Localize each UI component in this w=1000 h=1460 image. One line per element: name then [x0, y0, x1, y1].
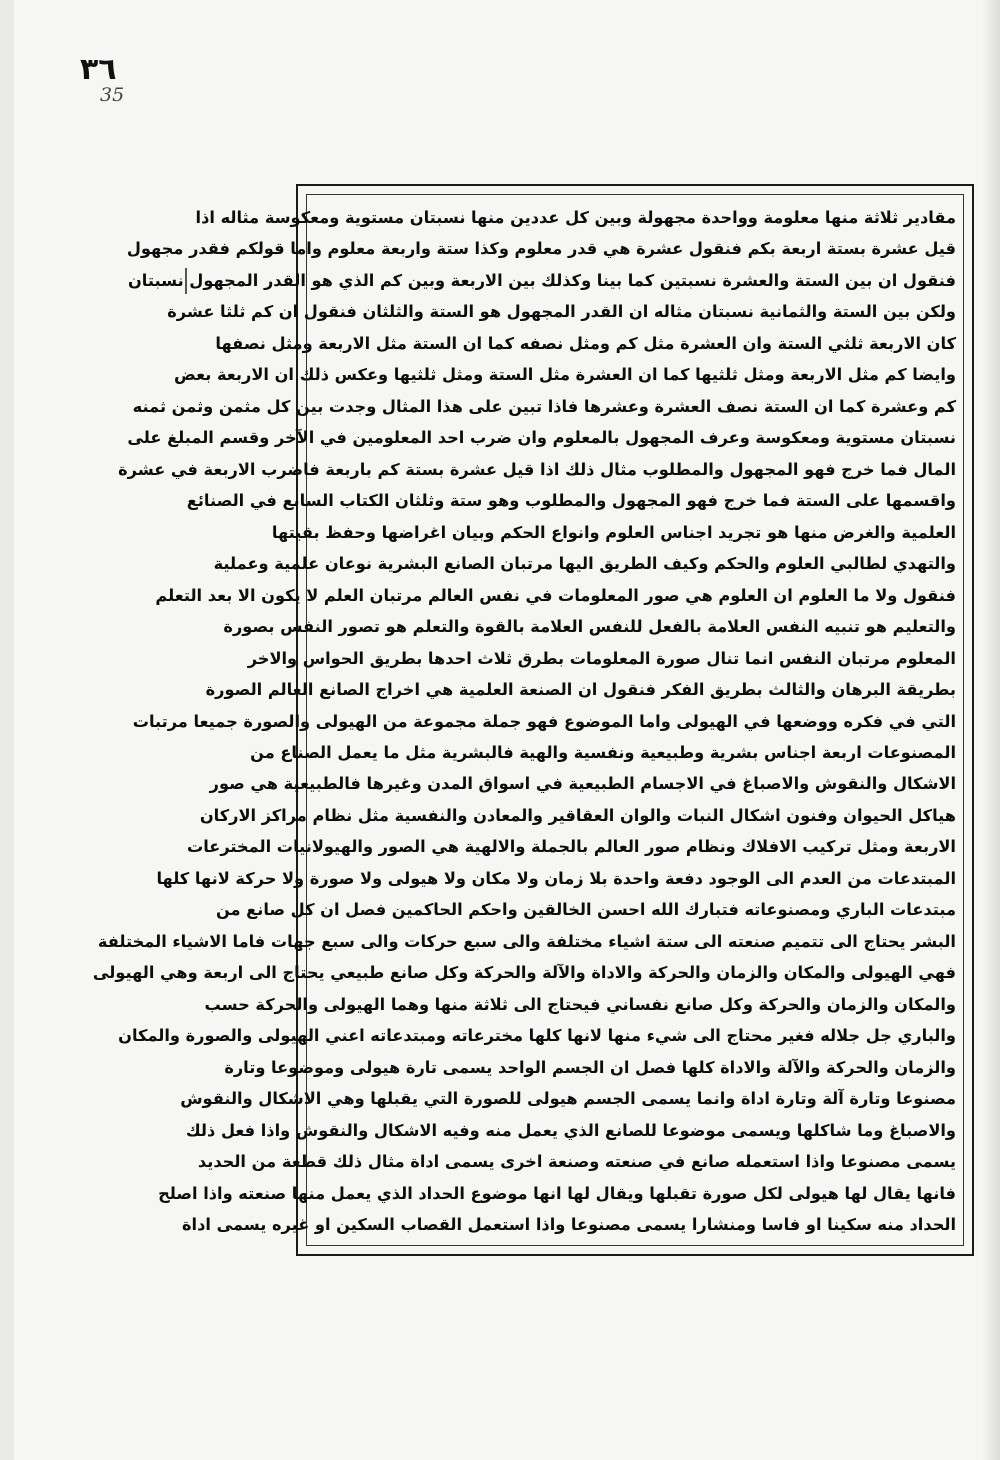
text-line: مصنوعا وتارة آلة وتارة اداة وانما يسمى الجسم هيولى للصورة التي يقبلها وهي الاشكال والنقوش: [180, 1089, 956, 1109]
text-line: نسبتان مستوية ومعكوسة وعرف المجهول بالمعلوم وان ضرب احد المعلومين في الآخر وقسم المبلغ على: [127, 428, 956, 448]
text-line: هياكل الحيوان وفنون اشكال النبات والوان العقاقير والمعادن والنفسية مثل نظام مراكز الاركان: [199, 805, 956, 825]
text-line: والمكان والزمان والحركة وكل صانع نفساني فيحتاج الى ثلاثة منها وهما الهيولى والحركة حسب: [204, 994, 956, 1014]
text-line: الاربعة ومثل تركيب الافلاك ونظام صور العالم بالجملة والالهية هي الصور والهيولانيات المخترعات: [186, 837, 956, 857]
text-line: التي في فكره ووضعها في الهيولى واما الموضوع فهو جملة مجموعة من الهيولى والصورة جميعا مرتبات: [132, 711, 956, 731]
text-line: الاشكال والنقوش والاصباغ في الاجسام الطبيعية في اسواق المدن وغيرها فالطبيعية هي صور: [209, 774, 956, 794]
text-line: كان الاربعة ثلثي الستة وان العشرة مثل كم ومثل نصفه كما ان الستة مثل الاربعة ومثل نصفها: [215, 333, 956, 353]
text-line: العلمية والغرض منها هو تجريد اجناس العلوم وانواع الحكم وبيان اغراضها وحفظ بقيتها: [271, 522, 956, 542]
text-line: والتعليم هو تنبيه النفس العلامة بالفعل للنفس العلامة بالقوة والتعلم هو تصور النفس بصورة: [223, 617, 956, 637]
text-line: مبتدعات الباري ومصنوعاته فتبارك الله احسن الخالقين واحكم الحاكمين فصل ان كل صانع من: [215, 900, 956, 920]
folio-number-latin: 35: [100, 84, 125, 106]
text-line: فنقول ان بين الستة والعشرة نسبتين كما بينا وكذلك بين الاربعة وبين كم الذي هو القدر المجهول نسبتان: [127, 270, 956, 290]
text-line: واقسمها على الستة فما خرج فهو المجهول والمطلوب وهو ستة وثلثان الكتاب السابع في الصنائع: [186, 491, 956, 511]
text-line: المصنوعات اربعة اجناس بشرية وطبيعية ونفسية والهية فالبشرية مثل ما يعمل الصناع من: [250, 742, 956, 762]
text-line: والزمان والحركة والآلة والاداة كلها فصل ان الجسم الواحد يسمى تارة هيولى وموضوعا وتارة: [224, 1057, 956, 1077]
text-line: الحداد منه سكينا او فاسا ومنشارا يسمى مصنوعا واذا استعمل القصاب السكين او غيره يسمى اداة: [181, 1215, 956, 1234]
gutter-shadow: [982, 0, 1000, 1460]
text-line: المال فما خرج فهو المجهول والمطلوب مثال ذلك اذا قيل عشرة بستة كم باربعة فاضرب الاربعة في عشرة: [118, 459, 956, 479]
text-line: كم وعشرة كما ان الستة نصف العشرة وعشرها فاذا تبين على هذا المثال وجدت بين كل مثمن وثمن ثمنه: [132, 396, 956, 416]
text-line: بطريقة البرهان والثالث بطريق الفكر فنقول ان الصنعة العلمية هي اخراج الصانع العالم الصورة: [205, 680, 956, 700]
text-line: والتهدي لطالبي العلوم والحكم وكيف الطريق اليها مرتبان الصانع البشرية نوعان علمية وعملية: [213, 554, 956, 574]
text-line: المعلوم مرتبان النفس انما تنال صورة المعلومات بطرق ثلاث احدها بطريق الحواس والاخر: [247, 648, 956, 668]
text-line: يسمى مصنوعا واذا استعمله صانع في صنعته وصنعة اخرى يسمى اداة مثال ذلك قطعة من الحديد: [197, 1152, 956, 1172]
folio-number-arabic: ٣٦: [80, 52, 117, 87]
text-line: قيل عشرة بستة اربعة بكم فنقول عشرة هي قدر معلوم وكذا ستة واربعة معلوم واما قولكم فقدر مجهول: [126, 239, 956, 259]
text-line: والباري جل جلاله فغير محتاج الى شيء منها لانها كلها مخترعاته ومبتدعاته اعني الهيولى والصورة والمكان: [118, 1026, 956, 1046]
text-line: والاصباغ وما شاكلها ويسمى موضوعا للصانع الذي يعمل منه وفيه الاشكال والنقوش واذا فعل ذلك: [185, 1120, 956, 1140]
text-line: فنقول ولا ما العلوم ان العلوم هي صور المعلومات في نفس العالم مرتبان العلم لا يكون الا بعد التعلم: [155, 585, 956, 605]
text-line: فانها يقال لها هيولى لكل صورة تقبلها ويقال لها انها موضوع الحداد الذي يعمل منها صنعته واذا اصلح: [158, 1183, 956, 1203]
page-edge: [0, 0, 14, 1460]
text-line: البشر يحتاج الى تتميم صنعته الى ستة اشياء مختلفة والى سبع حركات والى سبع جهات فاما الاشياء المختلفة: [97, 931, 956, 951]
text-line: مقادير ثلاثة منها معلومة وواحدة مجهولة وبين كل عددين منها نسبتان مستوية ومعكوسة مثاله اذا: [195, 208, 956, 227]
text-line: فهي الهيولى والمكان والزمان والحركة والاداة والآلة والحركة وكل صانع طبيعي يحتاج الى اربعة وهي الهيولى: [92, 963, 956, 983]
text-line: وايضا كم مثل الاربعة ومثل ثلثيها كما ان العشرة مثل الستة ومثل ثلثيها وعكس ذلك ان الاربعة بعض: [174, 365, 956, 385]
text-line: ولكن بين الستة والثمانية نسبتان مثاله ان القدر المجهول هو الستة والثلثان فنقول ان كم ثلثا عشرة: [167, 302, 956, 322]
text-line: المبتدعات من العدم الى الوجود دفعة واحدة بلا زمان ولا مكان ولا هيولى ولا صورة ولا حركة لانها كلها: [156, 868, 956, 888]
text-block: [92, 198, 958, 1242]
